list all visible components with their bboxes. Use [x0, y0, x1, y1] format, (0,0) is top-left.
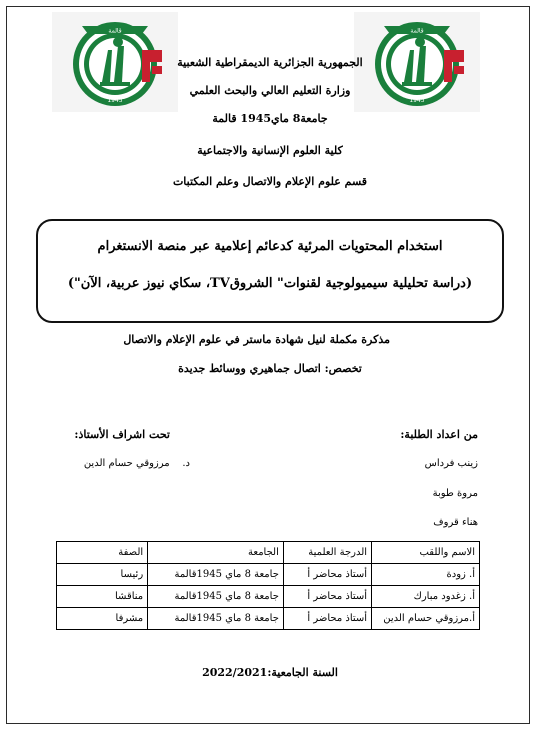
thesis-title-box: [36, 219, 504, 323]
specialty-line: [178, 362, 362, 375]
table-header: الاسم واللقب: [372, 542, 480, 564]
table-header: الجامعة: [148, 542, 284, 564]
specialty-value: اتصال جماهيري ووسائط جديدة: [178, 362, 321, 375]
supervisor-name: مرزوقي حسام الدين: [83, 458, 170, 469]
thesis-title: استخدام المحتويات المرئية كدعائم إعلامية عبر منصة الانستغرام: [97, 239, 443, 254]
university-emblem-icon: [354, 12, 480, 112]
table-cell: جامعة 8 ماي 1945قالمة: [148, 586, 284, 608]
university-name: جامعة8 ماي1945 قالمة: [212, 112, 328, 125]
thesis-subtitle: (دراسة تحليلية سيميولوجية لقنوات" الشروقTV، سكاي نيوز عربية، الآن"): [67, 276, 473, 291]
republic-name: الجمهورية الجزائرية الديمقراطية الشعبية: [177, 56, 363, 69]
table-header-row: [57, 542, 480, 564]
table-row: [57, 586, 480, 608]
table-cell: أستاذ محاضر أ: [283, 564, 371, 586]
university-logo-left: [52, 12, 178, 112]
university-emblem-icon: [52, 12, 178, 112]
svg-text:1945: 1945: [107, 97, 123, 104]
table-cell: أستاذ محاضر أ: [283, 586, 371, 608]
supervisor-prefix: د.: [182, 458, 190, 469]
svg-text:قالمة: قالمة: [410, 27, 424, 35]
table-row: [57, 564, 480, 586]
table-row: [57, 608, 480, 630]
table-cell: جامعة 8 ماي 1945قالمة: [148, 608, 284, 630]
supervisor-label: تحت اشراف الأستاذ:: [74, 428, 170, 441]
student-name: زينب فرداس: [424, 458, 478, 469]
table-cell: أ.مرزوقي حسام الدين: [372, 608, 480, 630]
supervisor-line: [40, 458, 190, 469]
jury-table: [56, 541, 480, 630]
faculty-name: كلية العلوم الإنسانية والاجتماعية: [197, 144, 343, 157]
thesis-note: مذكرة مكملة لنيل شهادة ماستر في علوم الإعلام والاتصال: [123, 333, 390, 346]
ministry-name: وزارة التعليم العالي والبحث العلمي: [189, 84, 351, 97]
table-cell: رئيسا: [57, 564, 148, 586]
table-cell: أ. زودة: [372, 564, 480, 586]
svg-text:قالمة: قالمة: [108, 27, 122, 35]
specialty-label: تخصص:: [324, 362, 362, 375]
student-name: مروة طوبة: [432, 488, 478, 499]
table-cell: أستاذ محاضر أ: [283, 608, 371, 630]
table-header: الدرجة العلمية: [283, 542, 371, 564]
table-header: الصفة: [57, 542, 148, 564]
table-cell: مشرفا: [57, 608, 148, 630]
svg-text:1945: 1945: [409, 97, 425, 104]
table-cell: مناقشا: [57, 586, 148, 608]
student-name: هناء قروف: [433, 517, 478, 528]
university-logo-right: [354, 12, 480, 112]
academic-year: السنة الجامعية:2022/2021: [202, 666, 338, 679]
department-name: قسم علوم الإعلام والاتصال وعلم المكتبات: [172, 175, 368, 188]
students-label: من اعداد الطلبة:: [400, 428, 478, 441]
table-cell: جامعة 8 ماي 1945قالمة: [148, 564, 284, 586]
table-cell: أ. زغدود مبارك: [372, 586, 480, 608]
